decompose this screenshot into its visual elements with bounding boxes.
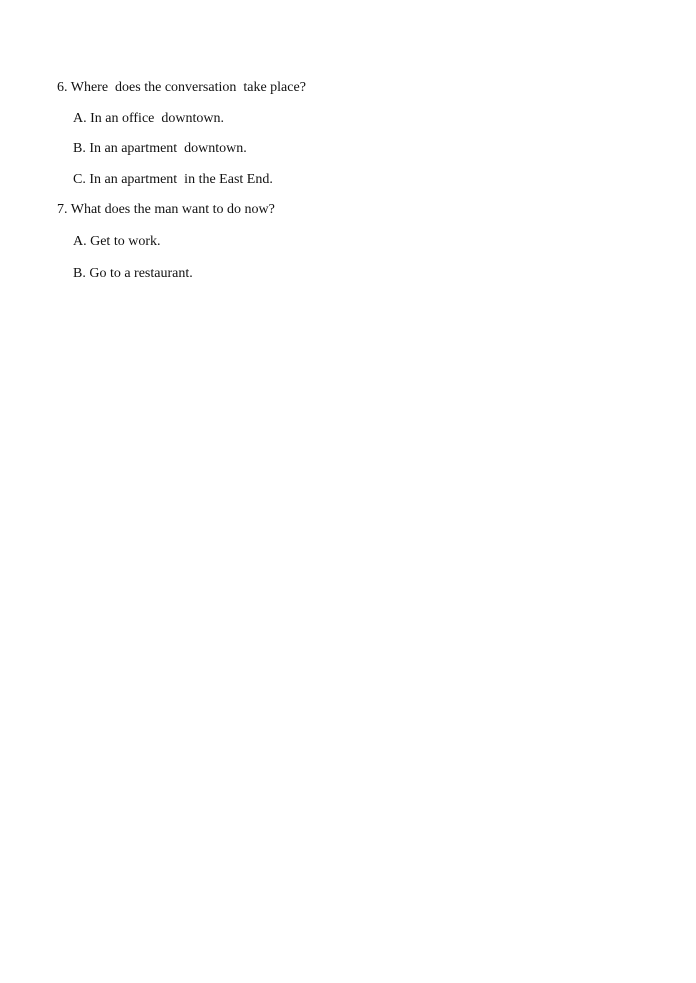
question-7-option-b: B. Go to a restaurant. bbox=[73, 266, 193, 281]
question-6-option-b: B. In an apartment downtown. bbox=[73, 141, 247, 156]
question-7-prompt: 7. What does the man want to do now? bbox=[57, 202, 275, 217]
question-6-option-a: A. In an office downtown. bbox=[73, 111, 224, 126]
question-6-option-c: C. In an apartment in the East End. bbox=[73, 172, 273, 187]
question-6-prompt: 6. Where does the conversation take place? bbox=[57, 80, 306, 95]
question-7-option-a: A. Get to work. bbox=[73, 234, 161, 249]
